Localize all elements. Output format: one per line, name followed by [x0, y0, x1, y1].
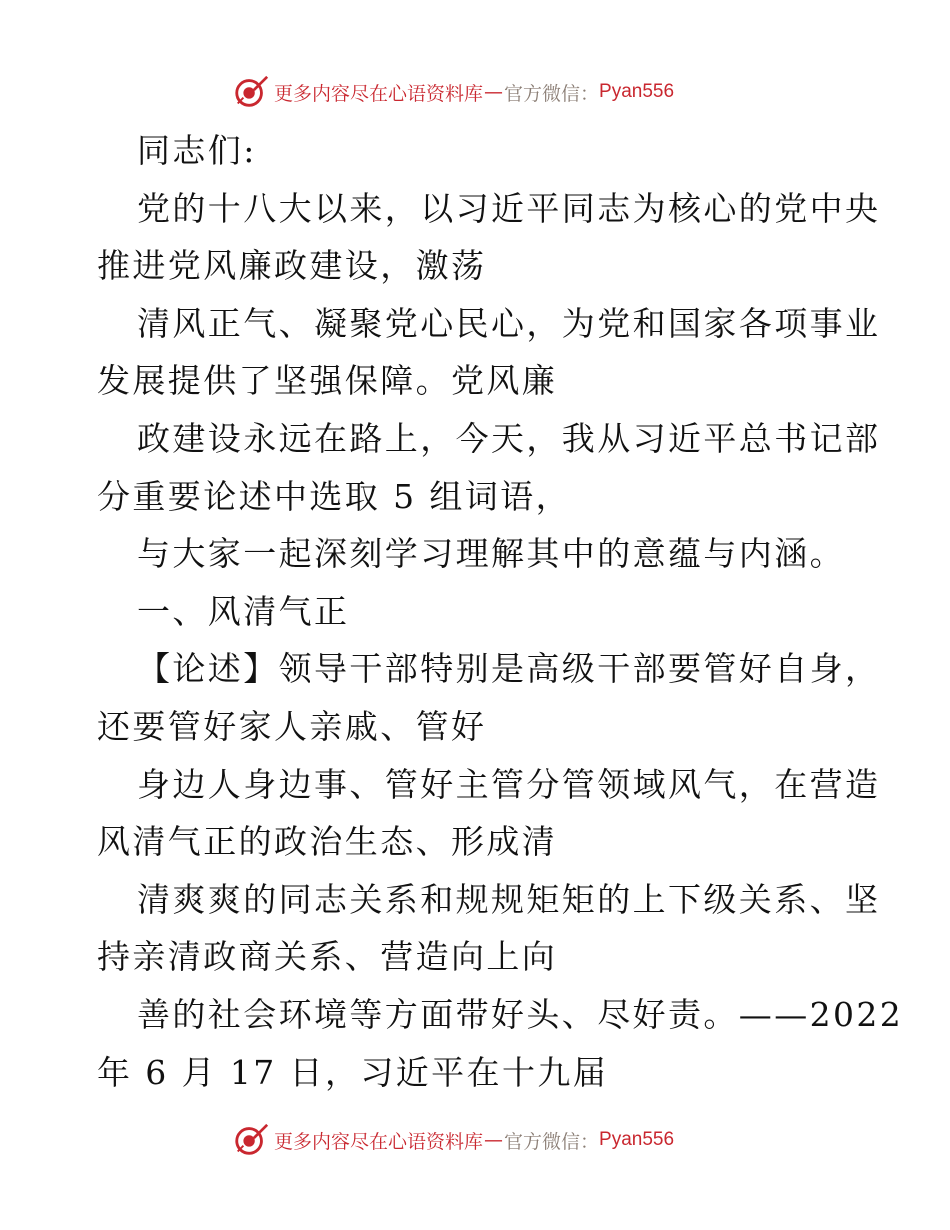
watermark-label: 官方微信：: [504, 82, 600, 105]
text-line: 身边人身边事、管好主管分管领域风气，在营造: [137, 764, 881, 804]
watermark-id: Pyan556: [599, 81, 675, 102]
watermark-separator: —: [484, 81, 504, 103]
text-line: 【论述】领导干部特别是高级干部要管好自身，: [137, 649, 881, 689]
header-watermark: [232, 72, 674, 112]
salutation-line: 同志们:: [137, 131, 257, 170]
text-line: 清风正气、凝聚党心民心，为党和国家各项事业: [137, 303, 881, 343]
watermark-main-text: 更多内容尽在心语资料库: [274, 82, 484, 105]
pen-logo-icon: [232, 1121, 270, 1159]
watermark-separator: —: [484, 1129, 504, 1151]
text-line: 政建设永远在路上，今天，我从习近平总书记部: [137, 418, 881, 458]
text-line: 风清气正的政治生态、形成清: [97, 822, 558, 862]
watermark-id: Pyan556: [599, 1129, 675, 1150]
text-line: 分重要论述中选取 5 组词语，: [97, 476, 571, 516]
watermark-main-text: 更多内容尽在心语资料库: [274, 1130, 484, 1153]
text-line: 与大家一起深刻学习理解其中的意蕴与内涵。: [137, 534, 845, 574]
text-line: 持亲清政商关系、营造向上向: [97, 937, 558, 977]
text-line: 还要管好家人亲戚、管好: [97, 706, 487, 746]
footer-watermark: [232, 1120, 674, 1160]
text-line: 发展提供了坚强保障。党风廉: [97, 361, 558, 401]
text-line: 善的社会环境等方面带好头、尽好责。——2022: [137, 994, 904, 1034]
text-line: 党的十八大以来，以习近平同志为核心的党中央: [137, 188, 881, 228]
document-body: [97, 122, 904, 1101]
pen-logo-icon: [232, 73, 270, 111]
text-line: 推进党风廉政建设，激荡: [97, 246, 487, 286]
text-line: 年 6 月 17 日，习近平在十九届: [97, 1052, 609, 1092]
text-line: 清爽爽的同志关系和规规矩矩的上下级关系、坚: [137, 879, 881, 919]
watermark-label: 官方微信：: [504, 1130, 600, 1153]
section-heading: 一、风清气正: [137, 591, 350, 631]
